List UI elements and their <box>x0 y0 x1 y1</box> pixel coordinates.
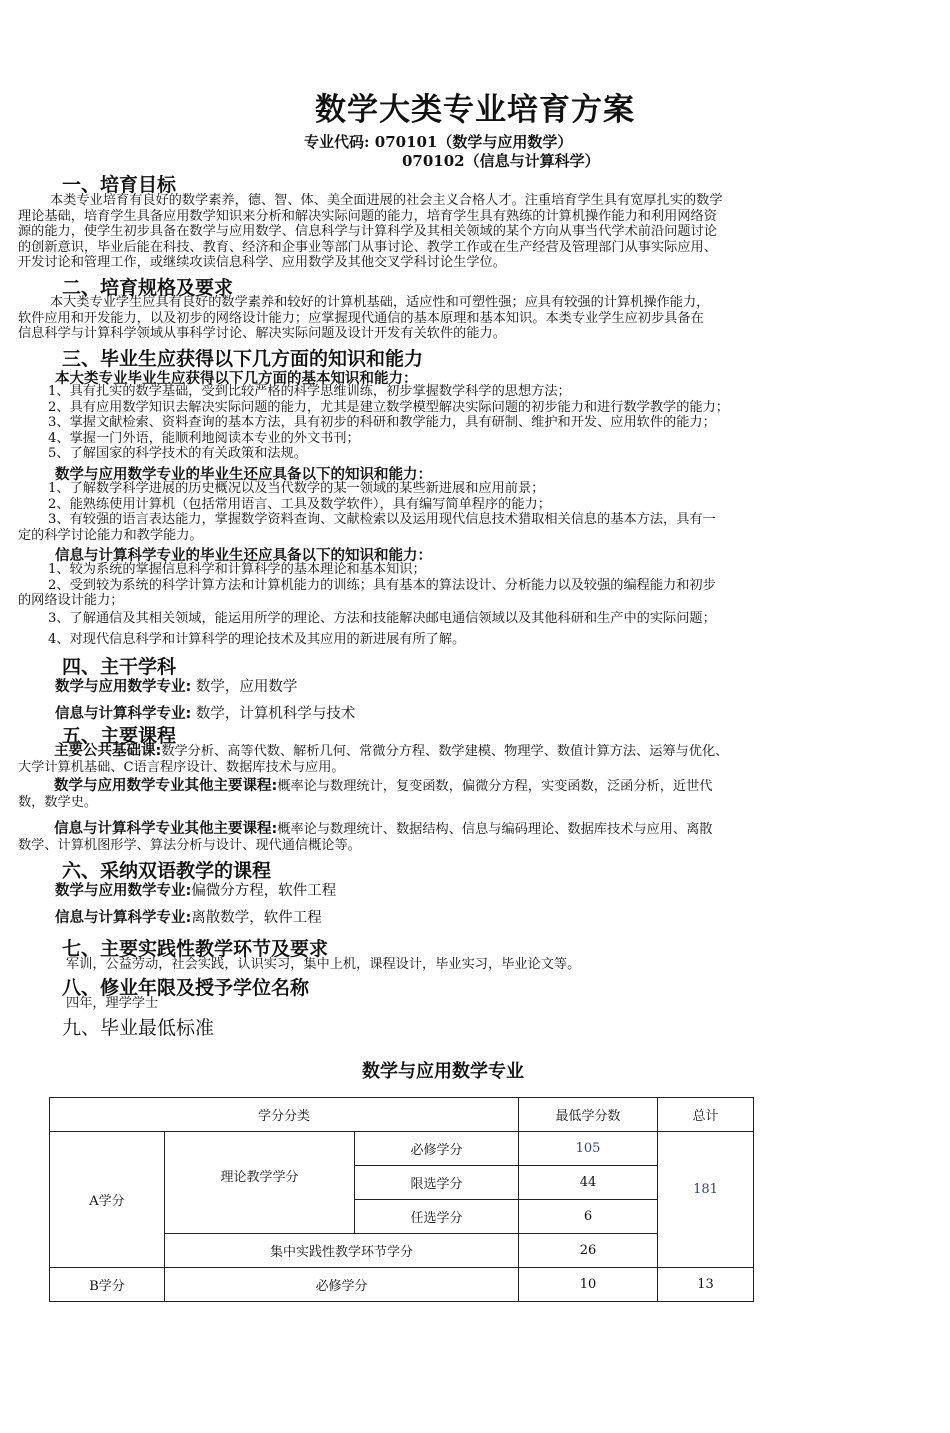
b-credits-label: B学分 <box>50 1268 165 1302</box>
section-5-heading: 五、主要课程 <box>62 725 177 747</box>
s6-info-row <box>55 906 322 927</box>
limited-label: 限选学分 <box>355 1166 519 1200</box>
a-credits-label: A学分 <box>50 1132 165 1268</box>
s2-line: 软件应用和开发能力，以及初步的网络设计能力；应掌握现代通信的基本原理和基本知识。本类专业学生应初步具备在 <box>18 310 704 326</box>
list-item: 2、具有应用数学知识去解决实际问题的能力，尤其是建立数学模型解决实际问题的初步能力和进行数学教学的能力； <box>48 399 729 415</box>
s5-info-label: 信息与计算科学专业其他主要课程: <box>54 821 278 837</box>
optional-label: 任选学分 <box>355 1200 519 1234</box>
list-item: 1、具有扎实的数学基础，受到比较严格的科学思维训练，初步掌握数学科学的思想方法； <box>48 384 571 399</box>
list-item: 1、较为系统的掌握信息科学和计算科学的基本理论和基本知识； <box>48 562 426 577</box>
section-8-heading: 八、修业年限及授予学位名称 <box>62 977 310 999</box>
section-3-heading: 三、毕业生应获得以下几方面的知识和能力 <box>62 348 424 370</box>
b-required-label: 必修学分 <box>165 1268 519 1302</box>
practice-label: 集中实践性教学环节学分 <box>165 1234 519 1268</box>
theory-credits-label: 理论教学学分 <box>165 1132 355 1234</box>
section-7-heading: 七、主要实践性教学环节及要求 <box>62 938 329 960</box>
list-item: 3、有较强的语言表达能力，掌握数学资料查询、文献检索以及运用现代信息技术猎取相关信息的基本方法，具有一 <box>48 512 716 528</box>
header-category: 学分分类 <box>50 1098 519 1132</box>
s6-math-label: 数学与应用数学专业: <box>55 883 192 899</box>
section-2-body <box>18 295 873 342</box>
b-required-value: 10 <box>519 1268 658 1302</box>
section-3-list-2 <box>18 481 873 543</box>
s4-info-label: 信息与计算科学专业: <box>55 706 192 722</box>
list-item: 5、了解国家的科学技术的有关政策和法规。 <box>48 446 307 462</box>
section-3-subheading-1: 本大类专业毕业生应获得以下几方面的基本知识和能力： <box>55 371 418 387</box>
section-2-heading: 二、培育规格及要求 <box>62 277 234 299</box>
s5-info-text: 概率论与数理统计、数据结构、信息与编码理论、数据库技术与应用、离散 <box>277 822 713 837</box>
section-1-body <box>18 193 873 271</box>
required-value: 105 <box>519 1132 658 1166</box>
a-total-value: 181 <box>658 1132 754 1268</box>
s1-line: 本类专业培育有良好的数学素养，德、智、体、美全面进展的社会主义合格人才。注重培育学生具有宽厚扎实的数学 <box>50 193 723 208</box>
s4-info-value: 数学，计算机科学与技术 <box>195 706 356 722</box>
required-label: 必修学分 <box>355 1132 519 1166</box>
section-4-heading: 四、主干学科 <box>62 656 177 678</box>
list-item: 3、了解通信及其相关领域，能运用所学的理论、方法和技能解决邮电通信领域以及其他科研和生产中的实际问题； <box>48 610 716 626</box>
s1-line: 的创新意识，毕业后能在科技、教育、经济和企事业等部门从事讨论、教学工作或在生产经营及管理部门从事实际应用、 <box>18 239 717 255</box>
limited-value: 44 <box>519 1166 658 1200</box>
table-title: 数学与应用数学专业 <box>362 1061 524 1082</box>
s6-math-value: 偏微分方程，软件工程 <box>191 883 337 899</box>
major-code-line1: 专业代码: 070101（数学与应用数学） <box>304 133 573 151</box>
optional-value: 6 <box>519 1200 658 1234</box>
s6-math-row <box>55 879 336 900</box>
list-item: 4、对现代信息科学和计算科学的理论技术及其应用的新进展有所了解。 <box>48 632 466 648</box>
header-min-credits: 最低学分数 <box>519 1098 658 1132</box>
s5-math-courses <box>18 779 873 810</box>
section-3-subheading-2: 数学与应用数学专业的毕业生还应具备以下的知识和能力： <box>55 467 432 483</box>
s7-text: 军训，公益劳动，社会实践，认识实习，集中上机，课程设计，毕业实习，毕业论文等。 <box>66 957 581 972</box>
s4-math-label: 数学与应用数学专业: <box>55 679 192 695</box>
practice-value: 26 <box>519 1234 658 1268</box>
section-3-list-1 <box>48 384 878 462</box>
s5-public-courses <box>18 744 873 775</box>
list-item: 2、受到较为系统的科学计算方法和计算机能力的训练；具有基本的算法设计、分析能力以及较强的编程能力和初步 <box>48 577 716 593</box>
document-title: 数学大类专业培育方案 <box>315 92 635 128</box>
table-row <box>50 1268 754 1302</box>
section-3-subheading-3: 信息与计算科学专业的毕业生还应具备以下的知识和能力： <box>55 548 432 564</box>
s5-public-text: 数学分析、高等代数、解析几何、常微分方程、数学建模、物理学、数值计算方法、运筹与优化、 <box>161 744 729 759</box>
list-item: 3、掌握文献检索、资料查询的基本方法，具有初步的科研和教学能力，具有研制、维护和开发、应用软件的能力； <box>48 415 716 431</box>
section-1-heading: 一、培育目标 <box>62 174 177 196</box>
list-item: 的网络设计能力； <box>18 593 124 609</box>
s5-math-text: 概率论与数理统计，复变函数，偏微分方程，实变函数，泛函分析，近世代 <box>277 779 713 794</box>
s1-line: 源的能力，使学生初步具备在数学与应用数学、信息科学与计算科学及其相关领域的某个方向从事当代学术前沿问题讨论 <box>18 224 717 240</box>
s5-public-text-2: 大学计算机基础、C语言程序设计、数据库技术与应用。 <box>18 759 345 775</box>
table-row <box>50 1098 754 1132</box>
s8-text: 四年，理学学士 <box>66 996 159 1011</box>
s5-info-courses <box>18 822 873 853</box>
s4-math-row <box>55 675 297 696</box>
header-total: 总计 <box>658 1098 754 1132</box>
list-item: 定的科学讨论能力和教学能力。 <box>18 527 203 543</box>
s6-info-value: 离散数学，软件工程 <box>191 910 322 926</box>
s5-info-text-2: 数学、计算机图形学、算法分析与设计、现代通信概论等。 <box>18 837 361 853</box>
list-item: 1、了解数学科学进展的历史概况以及当代数学的某一领域的某些新进展和应用前景； <box>48 481 545 496</box>
section-3-list-3 <box>18 562 873 648</box>
table-row <box>50 1132 754 1166</box>
s2-line: 本大类专业学生应具有良好的数学素养和较好的计算机基础，适应性和可塑性强；应具有较强的计算机操作能力， <box>50 295 710 310</box>
list-item: 2、能熟练使用计算机（包括常用语言、工具及数学软件），具有编写简单程序的能力； <box>48 496 551 512</box>
s1-line: 理论基础，培育学生具备应用数学知识来分析和解决实际问题的能力，培育学生具有熟练的计算机操作能力和利用网络资 <box>18 208 717 224</box>
s2-line: 信息科学与计算科学领域从事科学讨论、解决实际问题及设计开发有关软件的能力。 <box>18 326 506 342</box>
section-6-heading: 六、采纳双语教学的课程 <box>62 860 272 882</box>
s5-public-label: 主要公共基础课: <box>54 743 162 759</box>
major-code-line2: 070102（信息与计算科学） <box>402 152 600 170</box>
s5-math-label: 数学与应用数学专业其他主要课程: <box>54 778 278 794</box>
s4-info-row <box>55 702 355 723</box>
section-9-heading: 九、毕业最低标准 <box>62 1017 215 1039</box>
s1-line: 开发讨论和管理工作，或继续攻读信息科学、应用数学及其他交叉学科讨论生学位。 <box>18 255 506 271</box>
s4-math-value: 数学，应用数学 <box>195 679 298 695</box>
credits-table <box>49 1097 754 1302</box>
s5-math-text-2: 数，数学史。 <box>18 794 98 810</box>
b-total-value: 13 <box>658 1268 754 1302</box>
list-item: 4、掌握一门外语，能顺利地阅读本专业的外文书刊； <box>48 430 360 446</box>
s6-info-label: 信息与计算科学专业: <box>55 910 192 926</box>
